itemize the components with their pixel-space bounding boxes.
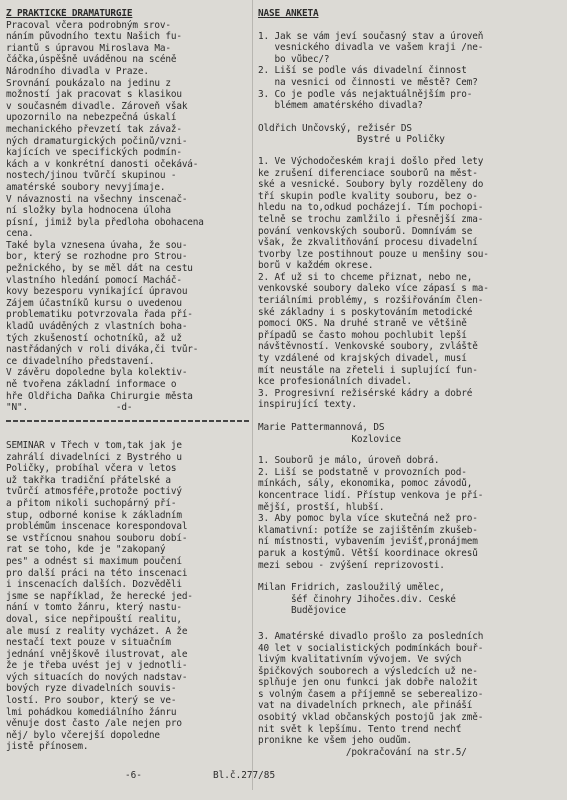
text-line: Také byla vznesena úvaha, že sou- [6,239,188,251]
answer-line: s volným časem a příjemně se seberealizo- [258,688,484,700]
answer-line: pronikne ke všem jeho oudům. [258,735,412,747]
answer-line: teriálními problémy, s rozšiřováním člen- [258,295,484,307]
text-line: Poličky, probíhal včera v letos [6,463,177,475]
text-line: SEMINÁŘ v Třech v tom,tak jak je [6,440,182,451]
text-line: zahrálí divadelníci z Bystrého u [6,451,182,463]
article-seminar [6,440,250,753]
text-line: už takřka tradiční přátelské a [6,474,171,486]
text-line: čáčka,úspěšně uváděnou na scéně [6,54,177,66]
text-line: doval, sice nepřipouští realitu, [6,613,182,625]
text-line: kladů uváděných z vlastních boha- [6,321,188,333]
text-line: nastřádaných v roli diváka,či tvůr- [6,344,199,356]
text-line: stup, odborné konise k základním [6,509,182,521]
answer-line: 1. Ve Východočeském kraji došlo před lety [258,155,484,167]
text-line: lmi pohádkou komediálního žánru [6,706,177,718]
answer-line: 2. Ať už si to chceme přiznat, nebo ne, [258,271,473,283]
respondent-3-answer [258,631,562,759]
answer-line: návštěvností. Venkovské soubory, zvláště [258,341,478,353]
answer-line: ty vzdálené od krajských divadel, musí [258,353,467,365]
text-line: něj/ bylo včerejší dopoledne [6,729,160,741]
answer-line: 1. Souborů je málo, úroveň dobrá. [258,455,440,467]
text-line: bor, který se rozhodne pro Strou- [6,251,188,263]
answer-line: 40 let v socialistických podmínkách bouř- [258,642,484,654]
page-number: -6- [125,770,142,781]
question-line: na vesnici od činnosti ve městě? Čem? [258,76,478,88]
text-line: upozornilo na nebezpečná úskalí [6,112,177,124]
column-divider [252,0,253,790]
text-line: "N". -d- [6,402,133,414]
text-line: pežnického, by se měl dát na cestu [6,263,193,275]
answer-line: 3. Amatérské divadlo prošlo za posledních [258,630,484,642]
answer-line: 3. Progresivní režisérské kádry a dobré [258,387,473,399]
text-line: problematiku potvrzovala řada pří- [6,309,193,321]
text-line: V závěru dopoledne byla kolektiv- [6,367,188,379]
question-line: 3. Co je podle vás nejaktuálnějším pro- [258,88,473,100]
answer-line: případů se často mohou pochlubit lepší [258,329,467,341]
text-line: vlastního hledání pomocí Macháč- [6,274,182,286]
left-column [6,8,250,414]
answer-line: špičkových souborech a výsledcích už ne- [258,665,478,677]
answer-line: pomoci OKS. Na druhé straně ve většině [258,318,467,330]
text-line: v současném divadle. Zároveň však [6,100,188,112]
respondent-name: Kozlovice [258,433,401,445]
text-line: vých situacích do nových nadstav- [6,671,188,683]
text-line: lostí. Pro soubor, který se ve- [6,695,177,707]
text-line: problémům inscenace korespondoval [6,521,188,533]
text-line: ní složky byla hodnocena úloha [6,205,171,217]
question-line: bo vůbec/? [258,53,330,65]
text-line: Srovnání poukázalo na jedinu z [6,77,171,89]
answer-line: kce profesionálních divadel. [258,376,412,388]
text-line: riantů s úpravou Miroslava Ma- [6,42,171,54]
answer-line: pování venkovských souborů. Domnívám se [258,225,473,237]
answer-line: mezi sebou - zvýšení reprizovosti. [258,559,445,571]
text-line: jsme se například, že herecké jed- [6,590,193,602]
respondent-name: Marie Pattermannová, DS [258,422,385,433]
text-line: ce divadelního představení. [6,355,155,367]
text-line: V návaznosti na všechny inscenač- [6,193,188,205]
section-separator [6,420,250,422]
answer-line: mínkách, sály, ekonomika, pomoc závodů, [258,478,473,490]
answer-line: ke zrušení diferenciace souborů na měst- [258,167,478,179]
answer-line: koncentrace lidí. Přístup venkova je pří- [258,489,484,501]
respondent-name: Budějovice [258,605,346,617]
text-line: kovy bezesporu vynikající úpravou [6,286,188,298]
respondent-1-header [258,123,562,146]
answer-line: nit svět k lepšímu. Tento trend nechť [258,723,462,735]
respondent-name: Bystré u Poličky [258,134,445,146]
answer-line: paruk a kostýmů. Větší koordinace okresů [258,547,478,559]
answer-line: borů v každém okrese. [258,260,374,272]
document-number: Bl.č.277/85 [213,770,276,781]
answer-line: klamativní: potíže se zajištěním zkušeb- [258,524,478,536]
respondent-1-answer [258,156,562,411]
text-line: Pracoval včera podrobným srov- [6,19,171,31]
respondent-2-answer [258,455,562,571]
answer-line: ní místnosti, vybavením jevišť,pronájmem [258,536,478,548]
answer-line: však, že zkvalitňování procesu divadelní [258,237,478,249]
text-line: jednání vnějškově ilustrovat, ale [6,648,188,660]
text-line: i inscenacích dalších. Dozvěděli [6,579,182,591]
text-line: možností jak pracovat s klasikou [6,89,182,101]
text-line: mechanického převzetí tak závaž- [6,123,182,135]
text-line: nostech/jinou tvůrčí skupinou - [6,170,177,182]
anketa-questions [258,31,562,112]
text-line: ale musí z reality vycházet. A že [6,625,188,637]
answer-line: mít neustále na zřeteli i suplující fun- [258,364,478,376]
text-line: a přitom nikoli suchopárný pří- [6,497,177,509]
text-line: cena. [6,228,34,240]
text-line: ně tvořena základní informace o [6,379,177,390]
text-line: kách a v konkrétní danosti očekává- [6,158,199,170]
answer-line: osobitý vklad občanských postojů jak změ- [258,712,484,724]
article-praktické-dramaturgie [6,8,250,414]
answer-line: telně se trochu zamlžilo i přesnější zma- [258,213,484,225]
text-line: tých zkušeností ochotníků, až už [6,332,182,344]
text-line: ných dramaturgických počinů/vzni- [6,135,188,147]
text-line: Národního divadla v Praze. [6,65,149,77]
answer-line: ské a vesnické. Soubory byly rozděleny do [258,179,484,191]
text-line: hře Oldřicha Daňka Chirurgie města [6,390,193,402]
answer-line: /pokračování na str.5/ [258,746,467,758]
respondent-2-header [258,422,562,445]
text-line: že je třeba uvést jej v jednotli- [6,660,188,672]
answer-line: ské základny i s poskytováním metodické [258,306,473,318]
answer-line: hledu na to,odkud pocházejí. Tím pochopi- [258,202,484,214]
respondent-name: Oldřich Unčovský, režisér DS [258,122,412,134]
question-line: 2. Liší se podle vás divadelní činnost [258,65,467,77]
text-line: rat se toho, kde je "zakopaný [6,544,166,556]
question-line: 1. Jak se vám jeví současný stav a úroveň [258,30,484,42]
text-line: nání v tomto žánru, který nastu- [6,602,182,614]
text-line: jistě přínosem. [6,741,89,753]
respondent-name: šéf činohry Jihočes.div. České [258,593,456,605]
answer-line: 3. Aby pomoc byla více skutečná než pro- [258,513,478,525]
right-column [258,8,562,769]
text-line: bových ryze divadelních souvis- [6,683,177,695]
respondent-name: Milan Fridrich, zasloužilý umělec, [258,582,445,594]
answer-line: tvorby lze postihnout pouze u menšiny sou- [258,248,489,260]
answer-line: livým kvalitativním vývojem. Ve svých [258,654,462,666]
answer-line: vat na divadelních prknech, ale přináší [258,700,473,712]
text-line: amatérské soubory nevyjímaje. [6,181,166,193]
text-line: písní, jimiž byla předloha obohacena [6,216,204,228]
text-line: pro další práci na této inscenaci [6,567,188,579]
text-line: pes" a odnést si maximum poučení [6,555,182,567]
text-line: nestačí text pouze v situačním [6,637,171,649]
respondent-3-header [258,582,562,617]
answer-line: inspirující texty. [258,399,357,411]
answer-line: splňuje jen onu funkci jak dobře naložit [258,677,478,689]
left-column-lower [6,440,250,753]
question-line: vesnického divadla ve vašem kraji /ne- [258,42,484,54]
answer-line: venkovské soubory daleko více zápasí s ma- [258,283,489,295]
text-line: tvůrčí atmosféře,protože poctivý [6,486,182,498]
anketa-title: NAŠE ANKETA [258,8,319,19]
text-line: věnuje dost často /ale nejen pro [6,718,182,730]
question-line: blémem amatérského divadla? [258,100,423,112]
answer-line: mější, prostší, hlubší. [258,501,385,513]
text-line: Zájem účastníků kursu o uvedenou [6,297,182,309]
answer-line: tří skupin podle kvality souboru, bez o- [258,190,478,202]
text-line: náním původního textu Našich fu- [6,31,182,43]
text-line: se vstřícnou snahou souboru dobí- [6,532,188,544]
answer-line: 2. Liší se podstatně v provozních pod- [258,466,467,478]
text-line: Z PRAKTICKÉ DRAMATURGIE [6,8,133,19]
text-line: kajících ve specifických podmín- [6,147,182,159]
